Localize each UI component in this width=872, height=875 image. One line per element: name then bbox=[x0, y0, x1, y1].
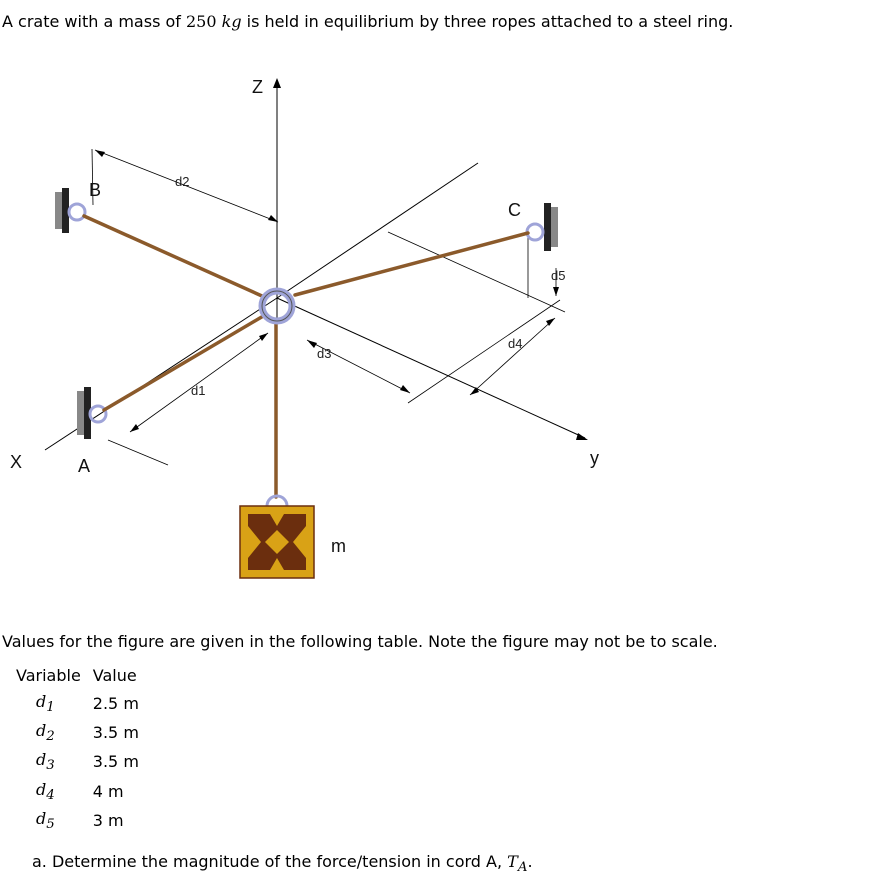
coordinate-axes bbox=[45, 84, 585, 482]
d1-label: d1 bbox=[191, 383, 206, 398]
table-row: $d_1$ 2.5 m bbox=[36, 692, 139, 716]
values-table bbox=[10, 664, 145, 835]
dimension-guides bbox=[92, 149, 565, 465]
wall-anchor-b bbox=[55, 188, 85, 233]
mass-value: 250 bbox=[186, 12, 217, 31]
question-a: a. Determine the magnitude of the force/tension in cord A, $T_A$. bbox=[32, 852, 533, 875]
mass-label: m bbox=[331, 536, 346, 556]
neg-x-axis bbox=[277, 163, 478, 298]
table-row: $d_3$ 3.5 m bbox=[36, 750, 139, 774]
y-arrow bbox=[576, 433, 588, 440]
d2-label: d2 bbox=[175, 174, 190, 189]
x-axis-label: X bbox=[10, 452, 23, 472]
wall-anchor-c bbox=[527, 203, 558, 251]
d4-label: d4 bbox=[508, 336, 523, 351]
table-note: Values for the figure are given in the following table. Note the figure may not be to scale. bbox=[2, 632, 718, 651]
rope-b bbox=[84, 216, 262, 296]
anchor-a-label: A bbox=[78, 456, 91, 476]
z-axis-label: Z bbox=[252, 77, 263, 97]
table-row: $d_2$ 3.5 m bbox=[36, 721, 139, 745]
z-arrow bbox=[273, 78, 281, 88]
tension-symbol: T bbox=[507, 852, 518, 871]
header-value: Value bbox=[92, 666, 137, 685]
table-row: $d_4$ 4 m bbox=[36, 779, 124, 803]
y-axis-label: y bbox=[590, 448, 599, 468]
equilibrium-figure bbox=[0, 60, 872, 600]
d3-label: d3 bbox=[317, 346, 332, 361]
anchor-b-label: B bbox=[89, 180, 102, 200]
table-row: $d_5$ 3 m bbox=[36, 808, 124, 832]
crate bbox=[240, 496, 314, 578]
dimension-arrowheads bbox=[95, 150, 559, 432]
header-variable: Variable bbox=[16, 666, 81, 685]
d5-label: d5 bbox=[551, 268, 566, 283]
problem-statement: A crate with a mass of 250 kg is held in equilibrium by three ropes attached to a steel ring. bbox=[2, 12, 734, 31]
anchor-c-label: C bbox=[508, 200, 521, 220]
mass-unit: kg bbox=[221, 12, 242, 31]
y-axis bbox=[277, 298, 585, 438]
rope-a bbox=[104, 315, 265, 410]
